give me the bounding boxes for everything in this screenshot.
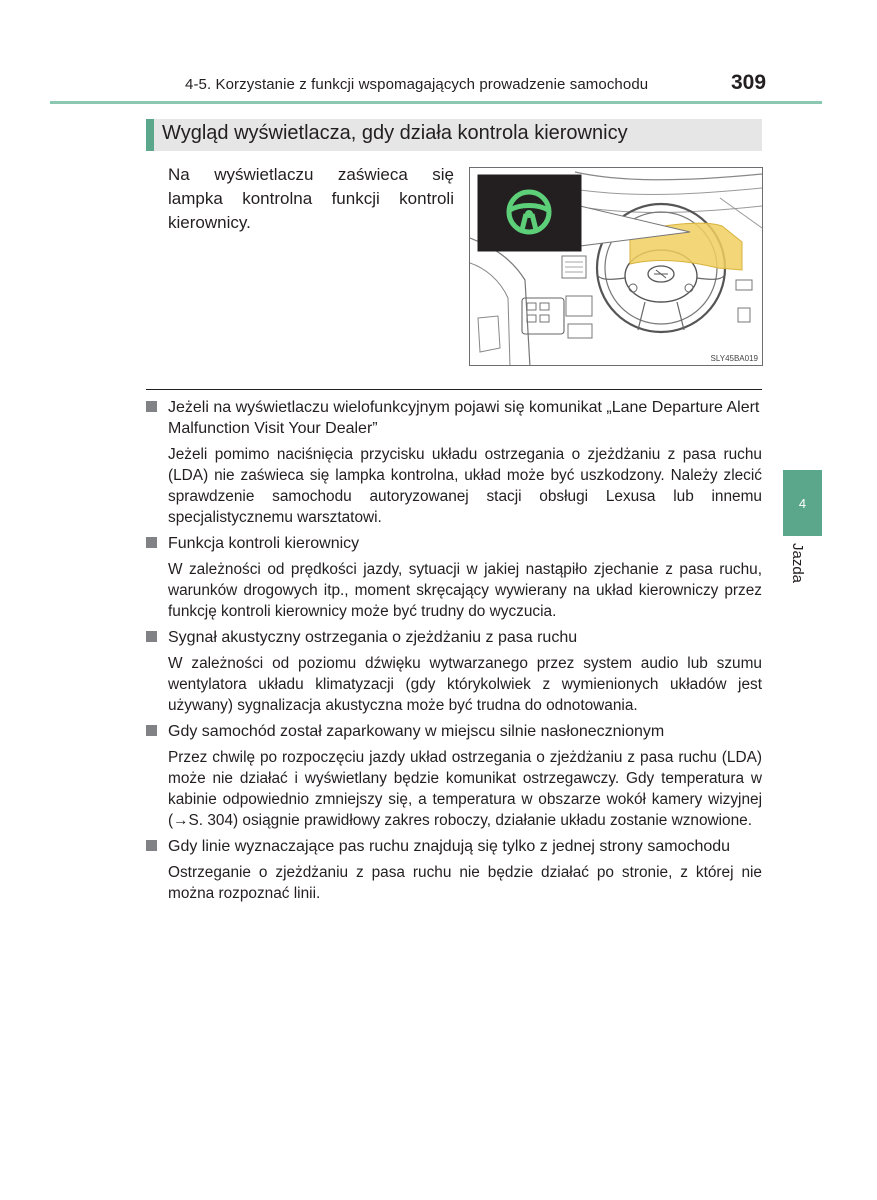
figure-code: SLY45BA019 bbox=[710, 354, 758, 363]
note-item bbox=[146, 533, 762, 622]
note-body: W zależności od prędkości jazdy, sytuacji w jakiej nastąpiło zjechanie z pasa ruchu, warunków drogowych itp., moment skręcający wywierany na układ kierowniczy przez funkcję kontroli kierownicy może być trudny do wyczucia. bbox=[168, 561, 762, 620]
chapter-label: Jazda bbox=[789, 543, 806, 584]
note-body: Jeżeli pomimo naciśnięcia przycisku układu ostrzegania o zjeżdżaniu z pasa ruchu (LDA) nie zaświeca się lampka kontrolna, układ może być uszkodzony. Należy zlecić sprawdzenie samochodu autoryzowanej stacji obsługi Lexusa lub innemu specjalistycznemu warsztatowi. bbox=[168, 446, 762, 526]
intro-paragraph: Na wyświetlaczu zaświeca się lampka kontrolna funkcji kontroli kierownicy. bbox=[168, 165, 454, 232]
note-item bbox=[146, 627, 762, 716]
chapter-number: 4 bbox=[798, 496, 807, 511]
note-heading: Jeżeli na wyświetlaczu wielofunkcyjnym pojawi się komunikat „Lane Departure Alert Malfunction Visit Your Dealer” bbox=[168, 399, 760, 437]
note-body: Ostrzeganie o zjeżdżaniu z pasa ruchu nie będzie działać po stronie, z której nie można rozpoznać linii. bbox=[168, 864, 762, 902]
note-item bbox=[146, 836, 762, 904]
notes-list bbox=[146, 397, 762, 909]
bullet-square-icon bbox=[146, 631, 157, 642]
chapter-tab[interactable] bbox=[783, 470, 822, 536]
bullet-square-icon bbox=[146, 401, 157, 412]
running-head: 4-5. Korzystanie z funkcji wspomagających prowadzenie samochodu bbox=[185, 76, 649, 93]
section-divider bbox=[146, 389, 762, 390]
dashboard-illustration bbox=[469, 167, 763, 366]
note-heading: Gdy samochód został zaparkowany w miejscu silnie nasłonecznionym bbox=[168, 723, 665, 740]
note-body: W zależności od poziomu dźwięku wytwarzanego przez system audio lub szumu wentylatora układu klimatyzacji (gdy którykolwiek z wymienionych układów jest używany) sygnalizacja akustyczna może być trudna do odnotowania. bbox=[168, 655, 762, 714]
note-body: Przez chwilę po rozpoczęciu jazdy układ ostrzegania o zjeżdżaniu z pasa ruchu (LDA) może nie działać i wyświetlany będzie komunikat ostrzegawczy. Gdy temperatura w kabinie odpowiednio zmniejszy się, a temperatura w obszarze wokół kamery wizyjnej (→S. 304) osiągnie prawidłowy zakres roboczy, działanie układu zostanie wznowione. bbox=[168, 749, 762, 829]
bullet-square-icon bbox=[146, 840, 157, 851]
bullet-square-icon bbox=[146, 537, 157, 548]
dashboard-drawing bbox=[470, 168, 763, 366]
note-heading: Gdy linie wyznaczające pas ruchu znajdują się tylko z jednej strony samochodu bbox=[168, 838, 731, 855]
header-rule bbox=[50, 101, 822, 104]
section-title-bar bbox=[146, 119, 762, 151]
section-title-accent bbox=[146, 119, 154, 151]
note-heading: Funkcja kontroli kierownicy bbox=[168, 535, 360, 552]
bullet-square-icon bbox=[146, 725, 157, 736]
page-number: 309 bbox=[731, 71, 767, 94]
note-item bbox=[146, 721, 762, 831]
note-heading: Sygnał akustyczny ostrzegania o zjeżdżaniu z pasa ruchu bbox=[168, 629, 578, 646]
section-title: Wygląd wyświetlacza, gdy działa kontrola kierownicy bbox=[162, 122, 628, 144]
note-item bbox=[146, 397, 762, 528]
